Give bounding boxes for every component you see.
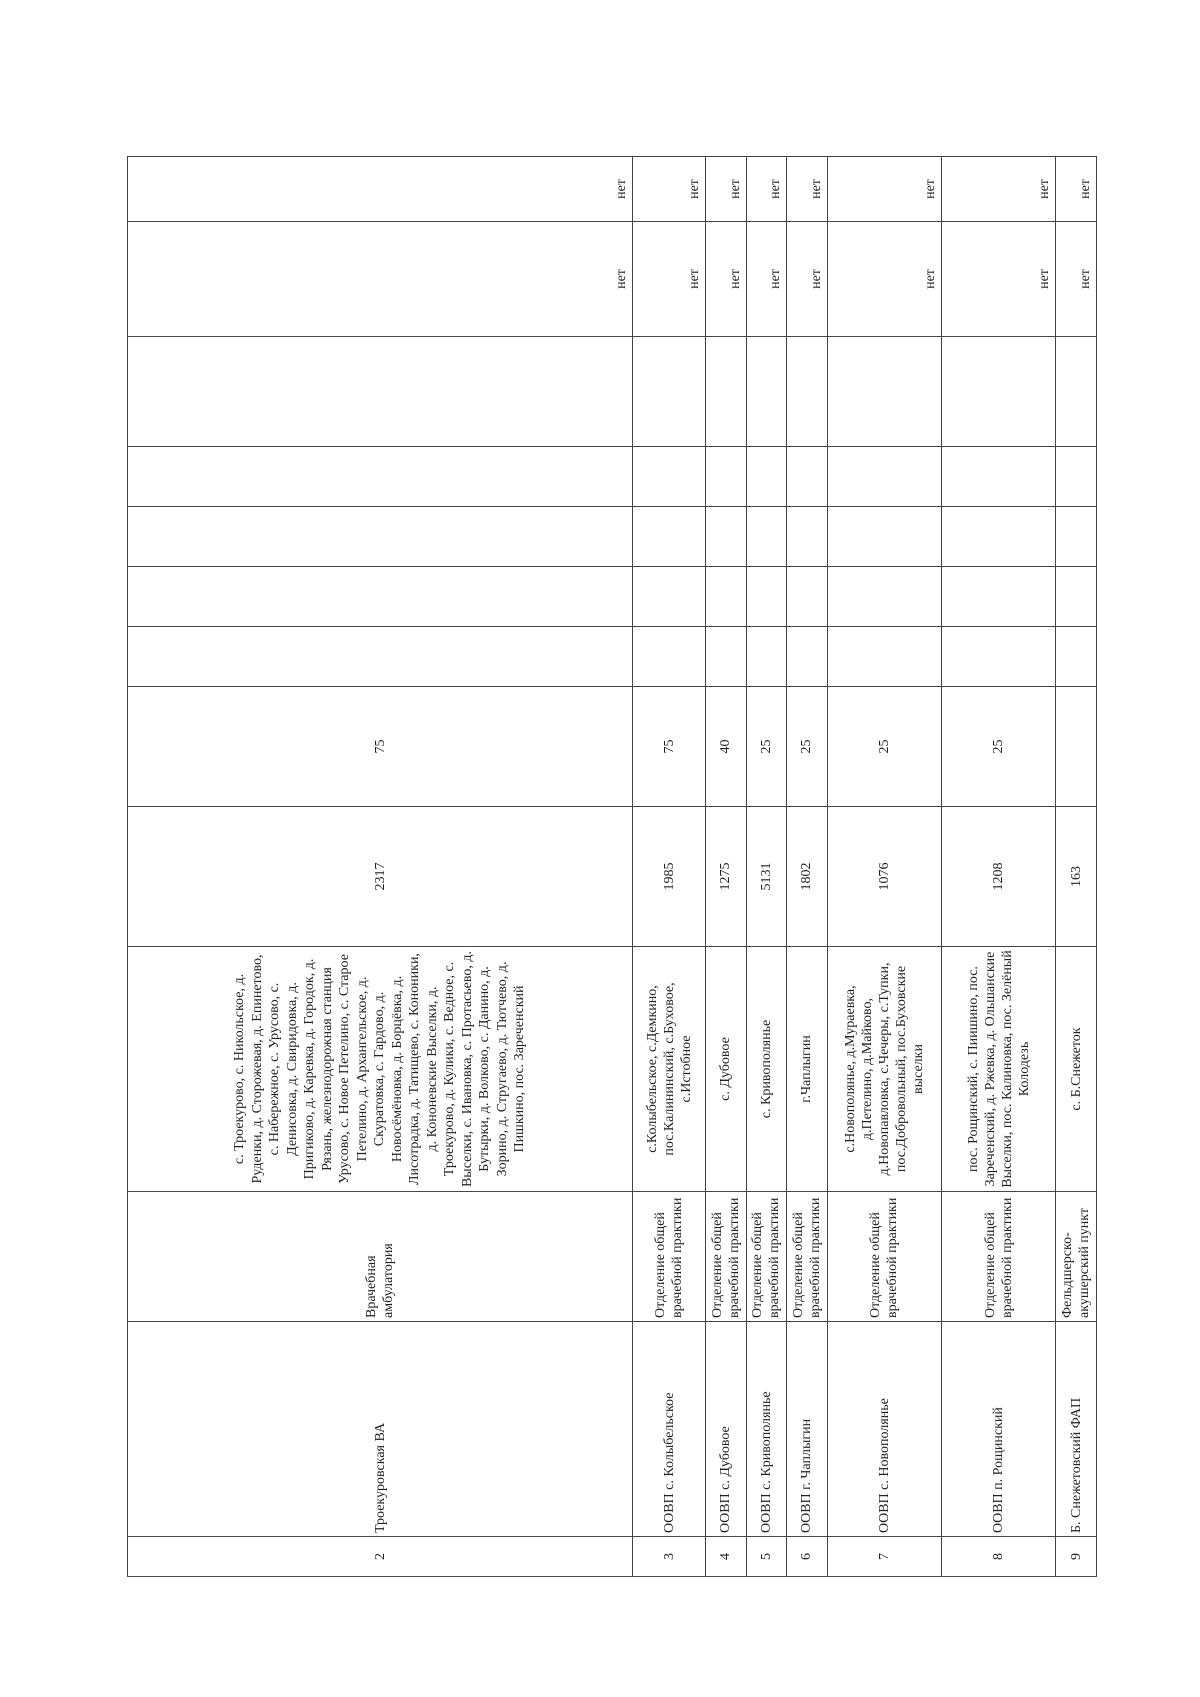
facility-name-cell: ООВП п. Рощинский [942,1322,1056,1537]
empty-cell [942,447,1056,507]
availability-cell: нет [128,222,633,337]
availability-cell: нет [787,222,828,337]
row-number-cell: 5 [746,1537,787,1577]
empty-cell [787,447,828,507]
empty-cell [633,507,706,567]
empty-cell [1056,627,1097,687]
population-cell: 163 [1056,807,1097,947]
empty-cell [746,337,787,447]
table-row [705,157,746,1577]
row-number-cell: 6 [787,1537,828,1577]
table-row [942,157,1056,1577]
beds-cell [1056,687,1097,807]
empty-cell [1056,337,1097,447]
table-row [827,157,941,1577]
availability-cell: нет [128,157,633,222]
settlements-cell: с.Новополянье, д.Мураевка, д.Петелино, д.Майково, д.Новопавловка, с.Чечеры, с.Тупки, пос.Добровольный, пос.Буховские выселки [827,947,941,1192]
empty-cell [827,567,941,627]
empty-cell [128,507,633,567]
settlements-cell: г.Чаплыгин [787,947,828,1192]
availability-cell: нет [1056,222,1097,337]
population-cell: 1076 [827,807,941,947]
facility-type-cell: Отделение общей врачебной практики [746,1192,787,1322]
facility-type-cell: Отделение общей врачебной практики [633,1192,706,1322]
empty-cell [787,507,828,567]
facility-type-cell: Отделение общей врачебной практики [787,1192,828,1322]
population-cell: 1275 [705,807,746,947]
empty-cell [787,627,828,687]
availability-cell: нет [1056,157,1097,222]
availability-cell: нет [633,222,706,337]
facility-name-cell: Троекуровская ВА [128,1322,633,1537]
settlements-cell: с.Колыбельское, с.Демкино, пос.Калининский, с.Буховое, с.Истобное [633,947,706,1192]
row-number-cell: 2 [128,1537,633,1577]
empty-cell [942,507,1056,567]
beds-cell: 75 [633,687,706,807]
empty-cell [1056,507,1097,567]
empty-cell [827,507,941,567]
empty-cell [827,337,941,447]
facility-name-cell: ООВП с. Кривополянье [746,1322,787,1537]
availability-cell: нет [705,222,746,337]
empty-cell [128,627,633,687]
table-row [1056,157,1097,1577]
empty-cell [705,627,746,687]
beds-cell: 25 [746,687,787,807]
settlements-cell: с. Дубовое [705,947,746,1192]
availability-cell: нет [827,157,941,222]
row-number-cell: 8 [942,1537,1056,1577]
facility-name-cell: ООВП с. Новополянье [827,1322,941,1537]
beds-cell: 25 [787,687,828,807]
empty-cell [633,447,706,507]
empty-cell [705,337,746,447]
facility-type-cell: Отделение общей врачебной практики [942,1192,1056,1322]
empty-cell [942,337,1056,447]
row-number-cell: 4 [705,1537,746,1577]
settlements-cell: с. Кривополянье [746,947,787,1192]
beds-cell: 25 [827,687,941,807]
empty-cell [1056,567,1097,627]
empty-cell [1056,447,1097,507]
settlements-cell: пос. Рощинский, с. Пиишино, пос. Зареченский, д. Ржевка, д. Ольшанские Выселки, пос. Калиновка, пос. Зелёный Колодезь [942,947,1056,1192]
table-row [633,157,706,1577]
table-row [128,157,633,1577]
facility-name-cell: ООВП с. Дубовое [705,1322,746,1537]
availability-cell: нет [746,222,787,337]
empty-cell [746,507,787,567]
empty-cell [705,567,746,627]
empty-cell [787,567,828,627]
empty-cell [633,567,706,627]
facility-type-cell: Отделение общей врачебной практики [705,1192,746,1322]
empty-cell [633,337,706,447]
row-number-cell: 9 [1056,1537,1097,1577]
settlements-cell: с. Троекурово, с. Никольское, д. Руденки, д. Сторожевая, д. Епинетово, с. Набережное, с. Урусово, с. Денисовка, д. Свиридовка, д. Пригиково, д. Каревка, д. Городок, д. Рязань, железнодорожная станция Урусово, с. Новое Петелино, с. Старое Петелино, д. Архангельское, д. Скуратовка, с. Гардово, д. Новосёмёновка, д. Борцёвка, д. Лисотрадка, д. Татищево, с. Кононики, д. Кононевские Выселки, д. Троекурово, д. Кулики, с. Ведное, с. Выселки, с. Ивановка, с. Протасьево, д. Бутырки, д. Волково, с. Данино, д. Зорино, д. Стругаево, д. Тютчево, д. Пишкино, пос. Зареченский [128,947,633,1192]
availability-cell: нет [827,222,941,337]
table-row [746,157,787,1577]
facility-type-cell: Фельдшерско-акушерский пункт [1056,1192,1097,1322]
empty-cell [705,507,746,567]
empty-cell [942,627,1056,687]
facilities-table [127,156,1097,1577]
empty-cell [746,567,787,627]
empty-cell [827,447,941,507]
availability-cell: нет [633,157,706,222]
empty-cell [746,447,787,507]
table-row [787,157,828,1577]
empty-cell [128,567,633,627]
empty-cell [633,627,706,687]
row-number-cell: 7 [827,1537,941,1577]
facility-name-cell: Б. Снежетовский ФАП [1056,1322,1097,1537]
beds-cell: 25 [942,687,1056,807]
population-cell: 1208 [942,807,1056,947]
availability-cell: нет [746,157,787,222]
availability-cell: нет [942,222,1056,337]
settlements-cell: с. Б.Снежеток [1056,947,1097,1192]
beds-cell: 40 [705,687,746,807]
empty-cell [128,447,633,507]
availability-cell: нет [705,157,746,222]
row-number-cell: 3 [633,1537,706,1577]
empty-cell [827,627,941,687]
population-cell: 2317 [128,807,633,947]
empty-cell [705,447,746,507]
empty-cell [942,567,1056,627]
population-cell: 1985 [633,807,706,947]
population-cell: 1802 [787,807,828,947]
empty-cell [787,337,828,447]
availability-cell: нет [787,157,828,222]
table-body [128,157,1097,1577]
empty-cell [128,337,633,447]
beds-cell: 75 [128,687,633,807]
facility-name-cell: ООВП г. Чаплыгин [787,1322,828,1537]
empty-cell [746,627,787,687]
facility-type-cell: Врачебная амбулатория [128,1192,633,1322]
rotated-table-wrapper [127,157,1097,1577]
availability-cell: нет [942,157,1056,222]
population-cell: 5131 [746,807,787,947]
facility-name-cell: ООВП с. Колыбельское [633,1322,706,1537]
facility-type-cell: Отделение общей врачебной практики [827,1192,941,1322]
